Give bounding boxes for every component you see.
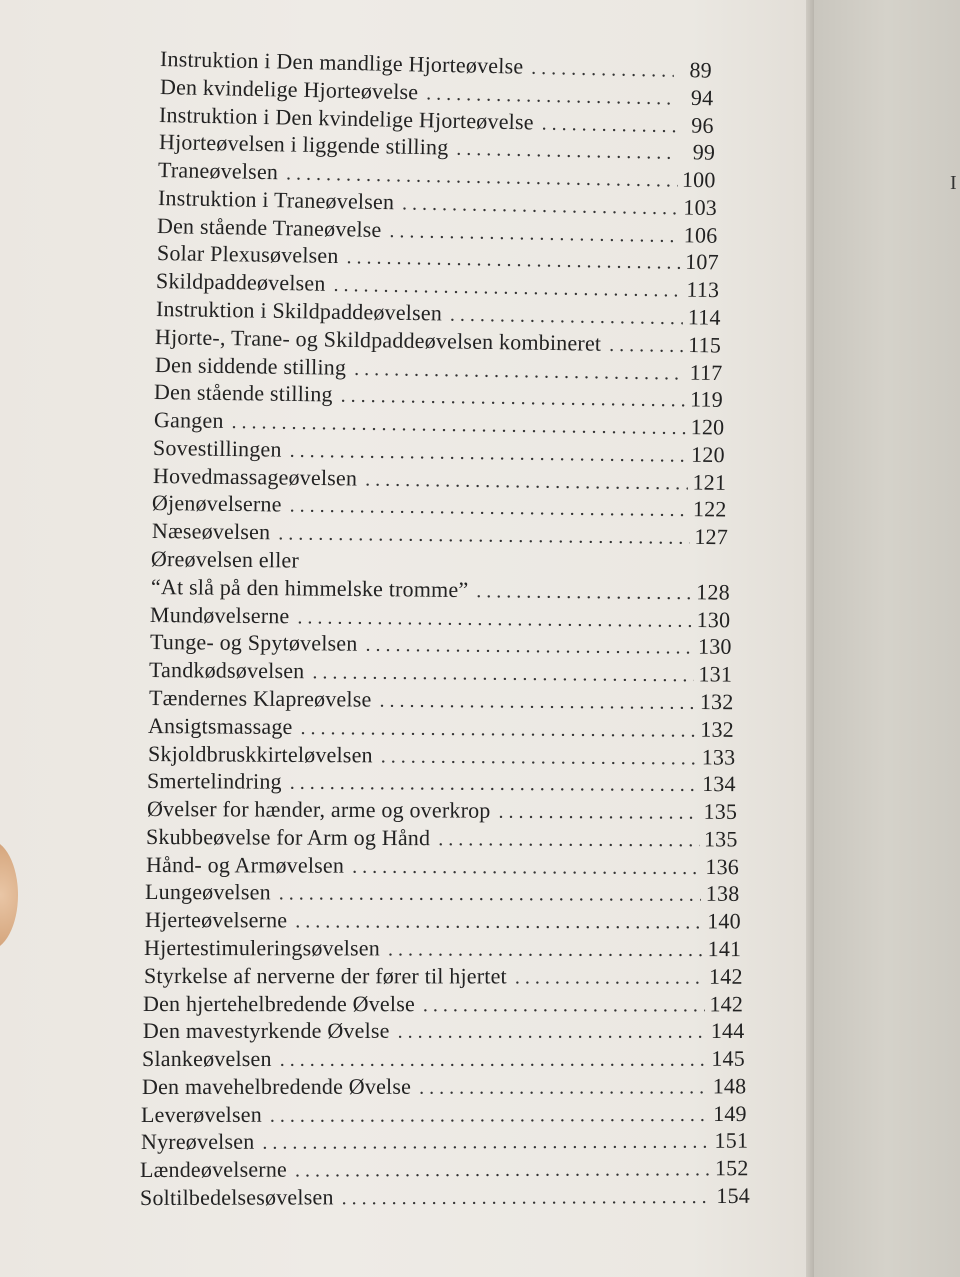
dot-leader: [609, 335, 683, 356]
toc-entry-title: Instruktion i Traneøvelsen: [157, 184, 394, 215]
dot-leader: [352, 856, 701, 877]
toc-entry: [151, 548, 729, 576]
toc-entry-title: Instruktion i Den mandlige Hjorteøvelse: [159, 46, 524, 79]
dot-leader: [419, 1077, 708, 1097]
toc-entry-page-number: 135: [703, 798, 738, 824]
toc-entry-page-number: 113: [686, 276, 720, 303]
toc-entry-page-number: 120: [691, 441, 726, 468]
dot-leader: [449, 305, 682, 329]
toc-entry: [140, 1157, 749, 1181]
toc-entry-page-number: 128: [695, 579, 730, 605]
toc-entry: [141, 1100, 748, 1127]
toc-entry: [154, 351, 723, 385]
dot-leader: [439, 829, 700, 850]
toc-entry: [155, 298, 720, 329]
toc-entry: [152, 462, 727, 495]
dot-leader: [341, 386, 685, 411]
dot-leader: [301, 718, 696, 741]
toc-entry: [153, 434, 726, 468]
toc-entry-page-number: 133: [701, 743, 736, 770]
toc-entry-title: Hjorte-, Trane- og Skildpaddeøvelsen kombineret: [154, 323, 602, 356]
dot-leader: [279, 884, 702, 905]
dot-leader: [342, 1187, 712, 1208]
toc-entry-page-number: 132: [699, 688, 734, 715]
toc-entry: [145, 881, 740, 905]
dot-leader: [286, 163, 678, 190]
toc-entry-page-number: 89: [689, 57, 713, 83]
toc-entry-page-number: 121: [692, 469, 727, 495]
toc-entry-page-number: 142: [709, 990, 744, 1016]
dot-leader: [231, 412, 686, 438]
toc-entry-page-number: 131: [698, 661, 733, 687]
toc-entry-title: Den mavehelbredende Øvelse: [141, 1073, 412, 1099]
toc-entry: [154, 409, 725, 439]
toc-entry-title: Næseøvelsen: [151, 518, 271, 545]
toc-entry-title: Ansigtsmassage: [148, 712, 293, 739]
toc-entry-title: “At slå på den himmelske tromme”: [150, 573, 469, 602]
toc-entry-page-number: 107: [684, 249, 719, 275]
dot-leader: [262, 1132, 710, 1153]
toc-entry-page-number: 134: [702, 771, 737, 797]
dot-leader: [365, 469, 688, 493]
toc-entry: [154, 323, 722, 358]
toc-entry-page-number: 120: [690, 414, 725, 440]
toc-entry: [143, 1020, 745, 1042]
toc-entry-page-number: 122: [693, 496, 727, 523]
toc-entry: [154, 381, 723, 411]
toc-entry-title: Øvelser for hænder, arme og overkrop: [146, 796, 491, 823]
toc-entry-page-number: 136: [705, 853, 739, 879]
toc-entry-title: Solar Plexusøvelsen: [156, 240, 339, 269]
dot-leader: [498, 802, 699, 823]
toc-entry: [146, 823, 738, 852]
toc-entry: [145, 851, 739, 879]
toc-entry: [147, 740, 736, 770]
dot-leader: [278, 524, 690, 548]
toc-entry-title: Sovestillingen: [153, 434, 283, 462]
toc-entry-title: Skjoldbruskkirteløvelsen: [147, 740, 373, 767]
toc-entry-title: Den mavestyrkende Øvelse: [142, 1018, 390, 1044]
dot-leader: [290, 773, 698, 795]
toc-entry-title: Hjerteøvelserne: [144, 907, 288, 933]
toc-entry: [149, 659, 732, 686]
toc-entry-page-number: 99: [692, 139, 715, 166]
dot-leader: [381, 746, 698, 768]
toc-entry-page-number: 151: [714, 1128, 749, 1154]
dot-leader: [346, 248, 681, 274]
dot-leader: [298, 607, 693, 631]
toc-entry-title: Hjertestimuleringsøvelsen: [144, 934, 381, 961]
dot-leader: [280, 1050, 707, 1070]
toc-entry-page-number: 106: [683, 221, 718, 248]
dot-leader: [531, 58, 674, 81]
toc-entry-page-number: 145: [711, 1045, 746, 1071]
toc-entry: [150, 631, 732, 658]
dot-leader: [476, 581, 692, 603]
toc-entry-title: Den stående Traneøvelse: [156, 212, 382, 242]
toc-entry-page-number: 100: [681, 166, 716, 193]
toc-entry-title: Den hjertehelbredende Øvelse: [143, 990, 416, 1016]
toc-entry-title: Øreøvelsen eller: [151, 546, 300, 573]
dot-leader: [354, 358, 685, 383]
dot-leader: [290, 441, 687, 466]
toc-entry-title: Traneøvelsen: [157, 157, 279, 185]
toc-entry-page-number: 114: [687, 304, 721, 330]
toc-entry-title: Den kvindelige Hjorteøvelse: [159, 73, 419, 105]
toc-entry-title: Mundøvelserne: [150, 601, 290, 628]
toc-entry-page-number: 130: [696, 606, 731, 632]
dot-leader: [423, 995, 705, 1015]
dot-leader: [426, 83, 675, 108]
dot-leader: [515, 967, 705, 987]
toc-entry: [150, 573, 730, 605]
toc-entry: [152, 520, 728, 548]
dot-leader: [290, 496, 689, 521]
facing-page: [814, 0, 960, 1277]
toc-entry: [148, 712, 735, 742]
toc-entry-title: Lungeøvelsen: [145, 879, 272, 905]
toc-entry-title: Tunge- og Spytøvelsen: [149, 629, 358, 657]
toc-entry-page-number: 149: [713, 1100, 748, 1126]
toc-entry-title: Hovedmassageøvelsen: [152, 462, 358, 491]
toc-entry-page-number: 142: [708, 963, 743, 989]
dot-leader: [388, 939, 703, 960]
toc-entry-title: Skildpaddeøvelsen: [155, 268, 326, 296]
toc-entry: [150, 601, 731, 632]
dot-leader: [402, 193, 679, 218]
toc-entry-title: Øjenøvelserne: [152, 490, 282, 517]
toc-entry-title: Tandkødsøvelsen: [149, 657, 305, 684]
toc-entry: [147, 770, 736, 795]
toc-entry-page-number: 103: [682, 194, 717, 220]
dot-leader: [379, 691, 695, 713]
toc-entry-title: Instruktion i Den kvindelige Hjorteøvelse: [158, 101, 534, 134]
toc-entry-page-number: 94: [690, 84, 714, 111]
toc-entry-title: Tændernes Klapreøvelse: [148, 684, 372, 712]
toc-entry-title: Nyreøvelsen: [140, 1129, 255, 1155]
toc-entry: [143, 962, 743, 989]
toc-entry-page-number: 154: [716, 1182, 751, 1208]
toc-entry-title: Leverøvelsen: [141, 1101, 263, 1127]
toc-entry-page-number: 96: [691, 112, 714, 138]
toc-entry-title: Hjorteøvelsen i liggende stilling: [158, 129, 449, 160]
toc-entry-page-number: 119: [690, 386, 724, 413]
toc-entry-title: Skubbeøvelse for Arm og Hånd: [146, 823, 431, 851]
toc-entry: [139, 1182, 751, 1210]
toc-entry-page-number: 127: [693, 524, 728, 550]
toc-entry-page-number: 130: [697, 633, 732, 660]
dot-leader: [456, 139, 677, 163]
toc-entry-page-number: 152: [715, 1155, 750, 1181]
toc-entry: [148, 684, 734, 715]
toc-entry-title: Lændeøvelserne: [140, 1156, 288, 1183]
toc-entry-title: Soltilbedelsesøvelsen: [139, 1184, 334, 1210]
toc-entry: [143, 990, 744, 1016]
toc-entry-page-number: 132: [700, 716, 735, 742]
toc-entry-page-number: 141: [708, 936, 742, 962]
toc-entry-title: Smertelindring: [147, 768, 283, 795]
toc-entry-page-number: 138: [706, 881, 740, 907]
dot-leader: [389, 221, 679, 246]
dot-leader: [542, 113, 676, 136]
toc-entry-page-number: 115: [688, 331, 722, 358]
toc-entry-title: Den stående stilling: [153, 379, 334, 407]
toc-entry-page-number: 135: [704, 826, 738, 852]
toc-entry-page-number: 117: [689, 359, 723, 385]
toc-entry-title: Den siddende stilling: [154, 351, 346, 380]
dot-leader: [270, 1105, 709, 1126]
toc-entry: [142, 1045, 746, 1072]
toc-entry-title: Hånd- og Armøvelsen: [145, 851, 344, 878]
toc-entry: [142, 1075, 746, 1098]
toc-entry-title: Gangen: [153, 407, 224, 434]
toc-entry-page-number: 144: [710, 1018, 745, 1044]
facing-page-letter: I: [950, 172, 957, 194]
toc-entry-title: Slankeøvelsen: [142, 1046, 273, 1072]
dot-leader: [365, 635, 693, 658]
toc-entry: [144, 934, 742, 962]
toc-entry: [152, 492, 727, 521]
toc-entry: [145, 909, 741, 932]
dot-leader: [295, 912, 703, 933]
dot-leader: [398, 1022, 707, 1042]
dot-leader: [295, 1160, 711, 1181]
dot-leader: [333, 275, 681, 301]
toc-entry: [147, 798, 737, 823]
toc-entry-page-number: 148: [712, 1073, 747, 1099]
toc-entry-title: Styrkelse af nerverne der fører til hjertet: [143, 962, 507, 989]
toc-entry: [141, 1130, 748, 1153]
dot-leader: [313, 662, 695, 685]
toc-entry-title: Instruktion i Skildpaddeøvelsen: [155, 296, 442, 326]
toc-entry-page-number: 140: [707, 908, 741, 934]
